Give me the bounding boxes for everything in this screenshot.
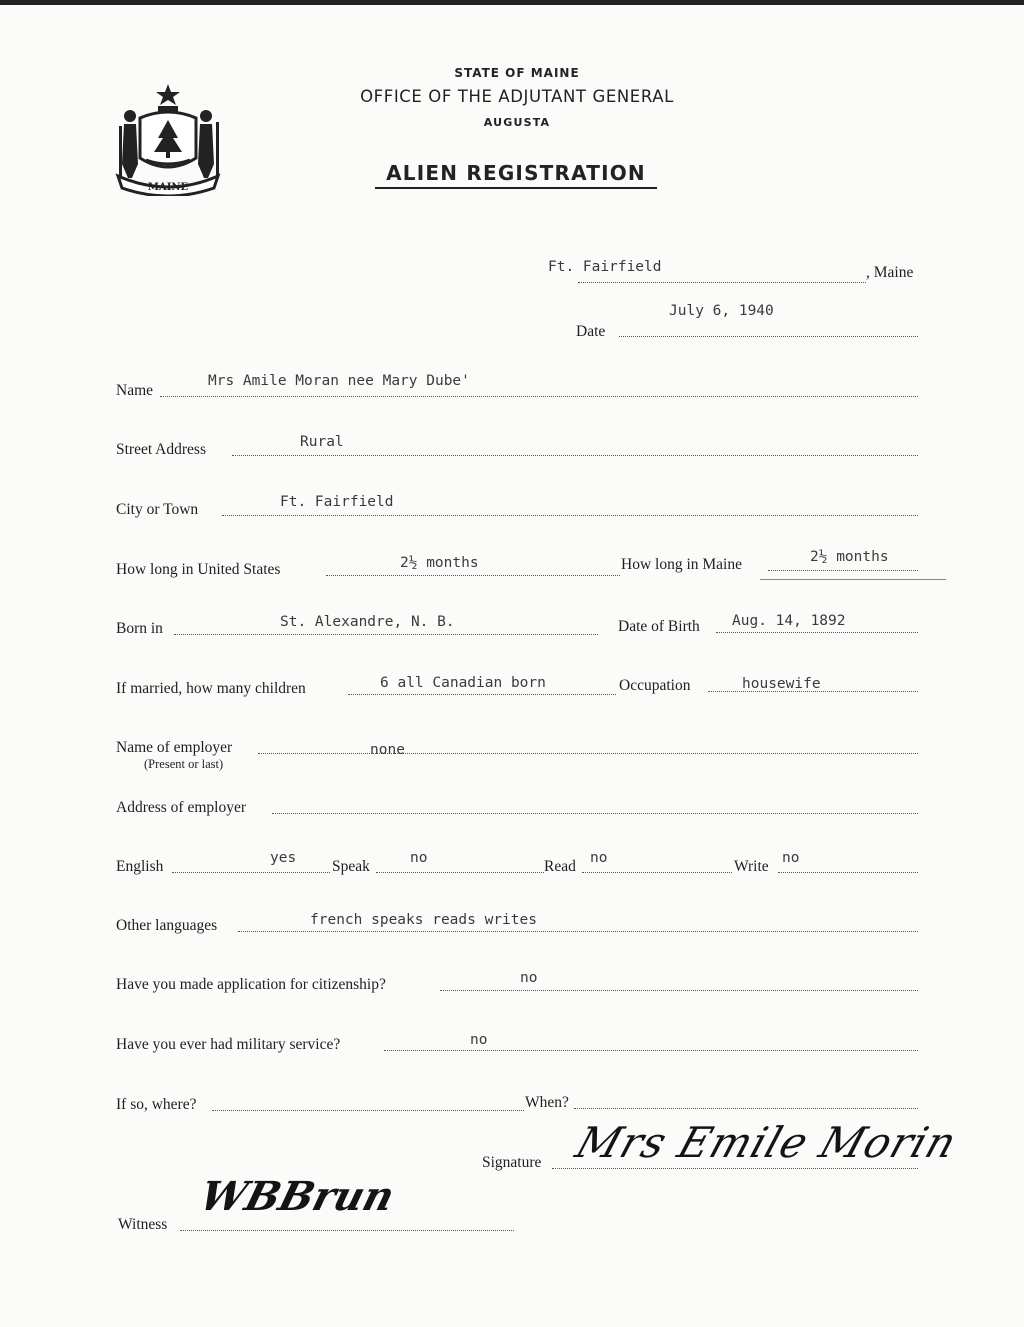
where-dotted-line: [212, 1110, 524, 1111]
english-value: yes: [270, 850, 297, 866]
date-dotted-line: [619, 336, 918, 337]
maine-duration-value: 2½ months: [810, 549, 889, 565]
witness-signature: WBBrun: [195, 1173, 400, 1220]
children-dotted-line: [348, 694, 616, 695]
born-in-value: St. Alexandre, N. B.: [280, 614, 455, 630]
employer-sublabel: (Present or last): [144, 757, 224, 771]
name-value: Mrs Amile Moran nee Mary Dube': [208, 373, 470, 389]
military-value: no: [470, 1032, 488, 1048]
street-dotted-line: [232, 455, 918, 456]
employer-address-label: Address of employer: [116, 799, 246, 816]
applicant-signature: Mrs Emile Morin: [570, 1118, 964, 1167]
employer-value: none: [370, 742, 405, 758]
citizenship-label: Have you made application for citizenship?: [116, 976, 386, 993]
place-dotted-line: [578, 282, 866, 283]
us-duration-value: 2½ months: [400, 555, 479, 571]
maine-duration-label: How long in Maine: [621, 556, 742, 573]
form-title: ALIEN REGISTRATION: [375, 161, 657, 189]
occupation-label: Occupation: [619, 677, 691, 694]
military-dotted-line: [384, 1050, 918, 1051]
employer-dotted-line: [258, 753, 918, 754]
when-label: When?: [525, 1094, 569, 1111]
witness-label: Witness: [118, 1216, 168, 1233]
seal-banner-text: MAINE: [147, 182, 189, 193]
dob-label: Date of Birth: [618, 618, 700, 635]
header-state: STATE OF MAINE: [454, 66, 580, 80]
write-value: no: [782, 850, 800, 866]
english-dotted-line: [172, 872, 330, 873]
citizenship-dotted-line: [440, 990, 918, 991]
signature-dotted-line: [552, 1168, 918, 1169]
pencil-underline: [760, 579, 946, 580]
employer-label: Name of employer: [116, 739, 233, 756]
maine-seal-icon: [110, 78, 226, 196]
header-office: OFFICE OF THE ADJUTANT GENERAL: [360, 87, 674, 106]
employer-address-dotted-line: [272, 813, 918, 814]
city-dotted-line: [222, 515, 918, 516]
top-border: [0, 0, 1024, 5]
citizenship-value: no: [520, 970, 538, 986]
name-dotted-line: [160, 396, 918, 397]
write-dotted-line: [778, 872, 918, 873]
occupation-value: housewife: [742, 676, 821, 692]
children-value: 6 all Canadian born: [380, 675, 546, 691]
read-dotted-line: [582, 872, 732, 873]
born-in-dotted-line: [174, 634, 598, 635]
street-value: Rural: [300, 434, 344, 450]
where-label: If so, where?: [116, 1096, 197, 1113]
speak-label: Speak: [332, 858, 370, 875]
us-duration-label: How long in United States: [116, 561, 281, 578]
place-suffix: , Maine: [866, 264, 914, 281]
date-label: Date: [576, 323, 606, 340]
when-dotted-line: [574, 1108, 918, 1109]
us-duration-dotted-line: [326, 575, 620, 576]
children-label: If married, how many children: [116, 680, 306, 697]
place-value: Ft. Fairfield: [548, 259, 662, 275]
date-value: July 6, 1940: [669, 303, 774, 319]
header-city: AUGUSTA: [483, 116, 551, 129]
witness-dotted-line: [180, 1230, 514, 1231]
speak-value: no: [410, 850, 428, 866]
read-label: Read: [544, 858, 576, 875]
other-languages-label: Other languages: [116, 917, 218, 934]
english-label: English: [116, 858, 164, 875]
signature-label: Signature: [482, 1154, 542, 1171]
other-languages-value: french speaks reads writes: [310, 912, 537, 928]
city-label: City or Town: [116, 501, 199, 518]
dob-value: Aug. 14, 1892: [732, 613, 846, 629]
name-label: Name: [116, 382, 154, 399]
street-label: Street Address: [116, 441, 206, 458]
city-value: Ft. Fairfield: [280, 494, 394, 510]
speak-dotted-line: [376, 872, 544, 873]
dob-dotted-line: [716, 632, 918, 633]
born-in-label: Born in: [116, 620, 163, 637]
maine-duration-dotted-line: [768, 570, 918, 571]
military-label: Have you ever had military service?: [116, 1036, 341, 1053]
write-label: Write: [734, 858, 769, 875]
other-languages-dotted-line: [238, 931, 918, 932]
read-value: no: [590, 850, 608, 866]
